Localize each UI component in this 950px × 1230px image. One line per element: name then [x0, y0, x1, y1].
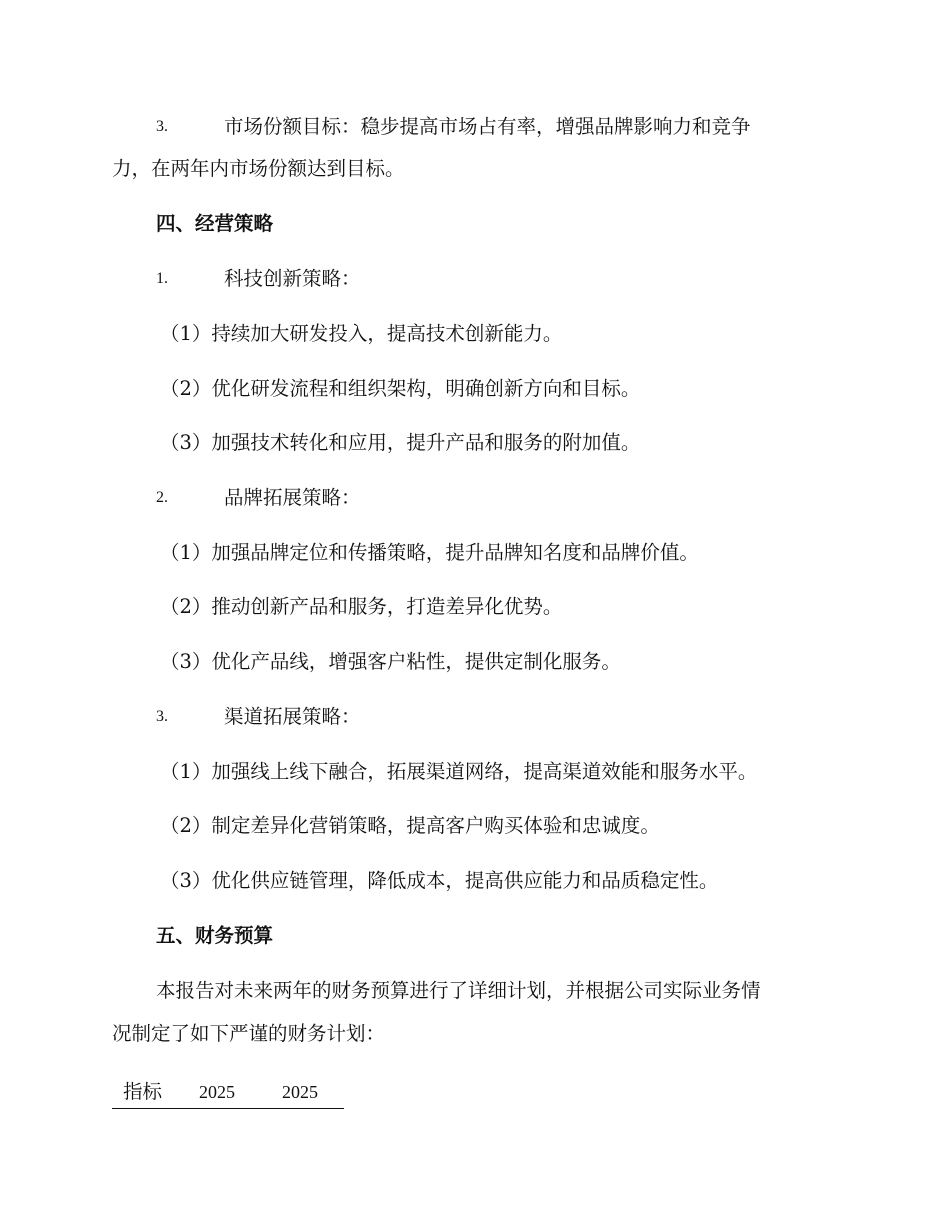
list-number: 1.: [156, 270, 168, 287]
paragraph-line: 市场份额目标：稳步提高市场占有率，增强品牌影响力和竞争: [224, 115, 751, 138]
list-item: （2）制定差异化营销策略，提高客户购买体验和忠诚度。: [160, 814, 660, 837]
list-number: 3.: [156, 708, 168, 725]
paragraph-line: 本报告对未来两年的财务预算进行了详细计划，并根据公司实际业务情: [156, 979, 761, 1002]
budget-table-header: [112, 1076, 344, 1109]
list-item: （2）推动创新产品和服务，打造差异化优势。: [160, 595, 563, 618]
table-header-cell: 指标: [123, 1080, 163, 1103]
list-number: 3.: [156, 118, 168, 135]
list-item: （3）优化供应链管理，降低成本，提高供应能力和品质稳定性。: [160, 869, 719, 892]
list-item: （1）加强线上线下融合，拓展渠道网络，提高渠道效能和服务水平。: [160, 760, 758, 783]
list-number: 2.: [156, 489, 168, 506]
paragraph-line: 况制定了如下严谨的财务计划：: [112, 1022, 386, 1045]
list-item: （3）优化产品线，增强客户粘性，提供定制化服务。: [160, 650, 621, 673]
list-item: （2）优化研发流程和组织架构，明确创新方向和目标。: [160, 377, 641, 400]
strategy-title: 渠道拓展策略：: [224, 705, 361, 728]
paragraph-line: 力，在两年内市场份额达到目标。: [112, 157, 405, 180]
table-header-cell: 2025: [282, 1082, 318, 1102]
list-item: （1）持续加大研发投入，提高技术创新能力。: [160, 322, 563, 345]
list-item: （1）加强品牌定位和传播策略，提升品牌知名度和品牌价值。: [160, 541, 699, 564]
section-heading: 四、经营策略: [156, 212, 274, 235]
strategy-title: 科技创新策略：: [224, 267, 361, 290]
list-item: （3）加强技术转化和应用，提升产品和服务的附加值。: [160, 431, 641, 454]
strategy-title: 品牌拓展策略：: [224, 486, 361, 509]
table-header-cell: 2025: [199, 1082, 235, 1102]
section-heading: 五、财务预算: [156, 924, 274, 947]
